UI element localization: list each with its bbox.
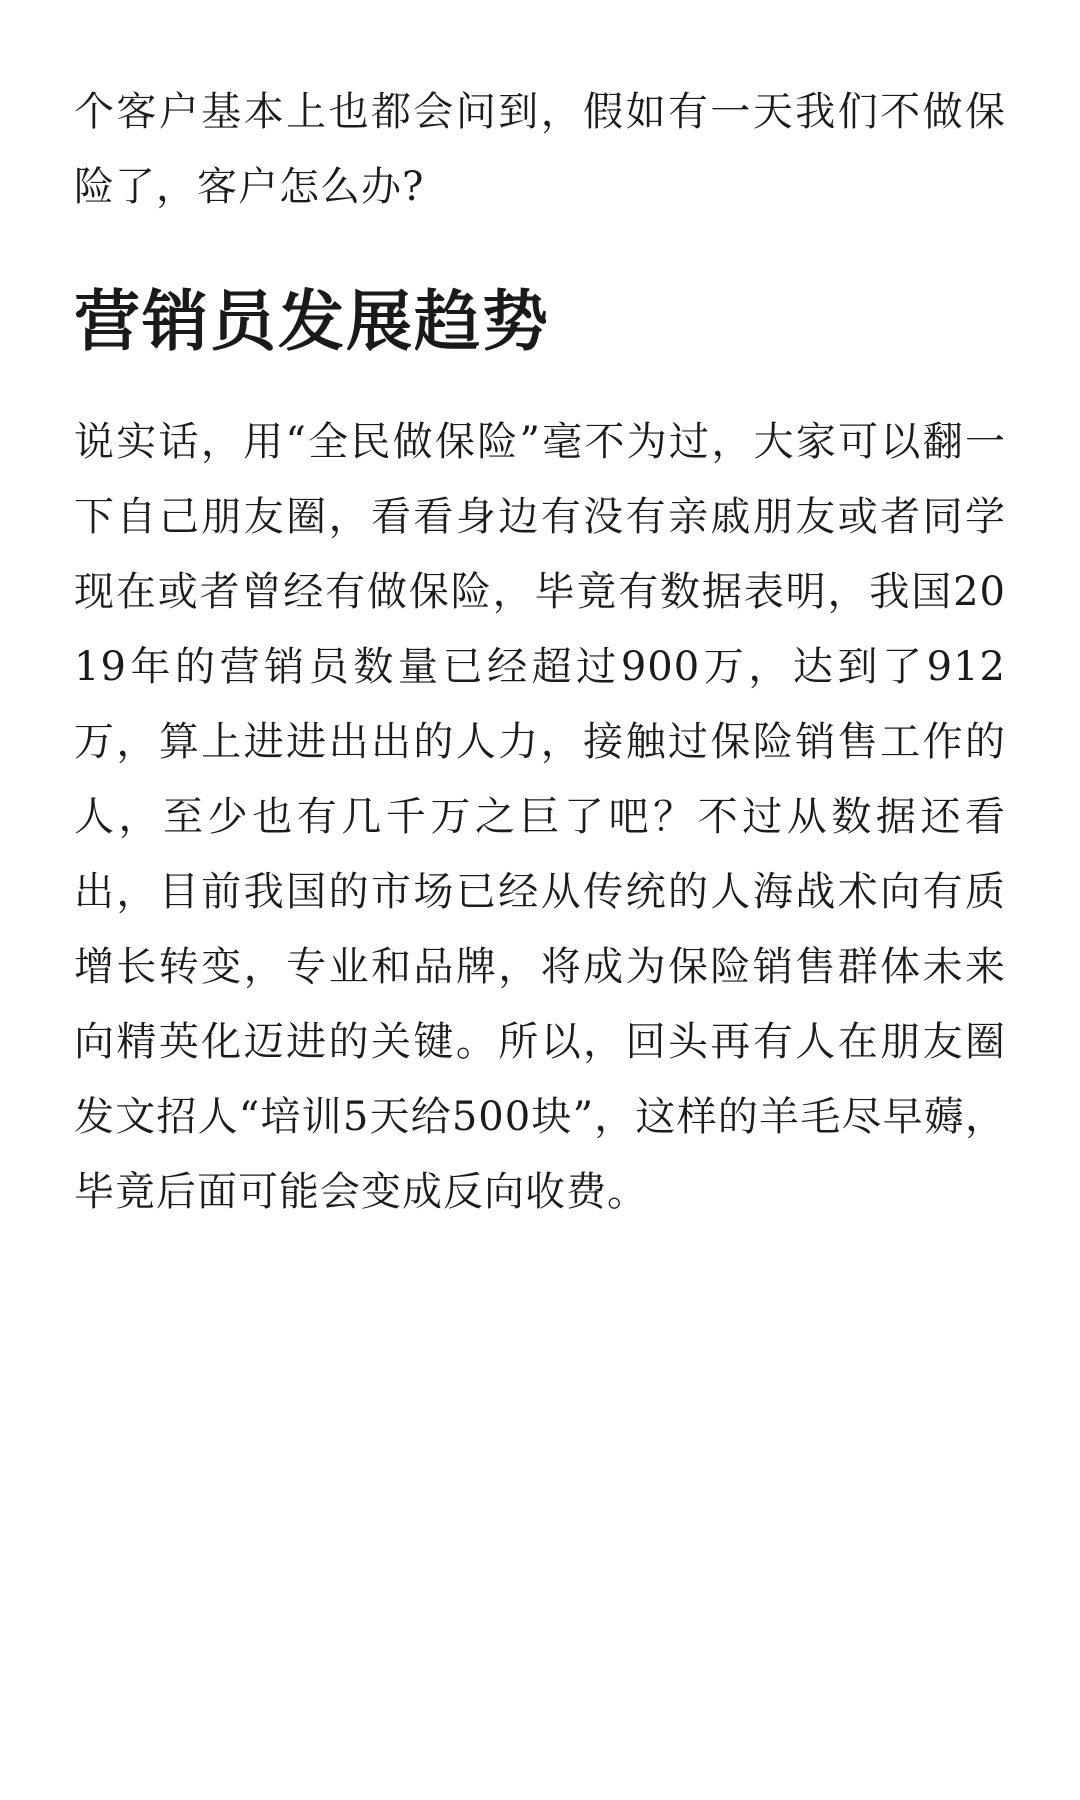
section-heading: 营销员发展趋势	[74, 282, 550, 360]
lead-paragraph: 个客户基本上也都会问到，假如有一天我们不做保险了，客户怎么办?	[74, 89, 1006, 210]
section-paragraph: 说实话，用“全民做保险”毫不为过，大家可以翻一下自己朋友圈，看看身边有没有亲戚朋友或者同学现在或者曾经有做保险，毕竟有数据表明，我国2019年的营销员数量已经超过900万，达到了912万，算上进进出出的人力，接触过保险销售工作的人，至少也有几千万之巨了吧？不过从数据还看出，目前我国的市场已经从传统的人海战术向有质增长转变，专业和品牌，将成为保险销售群体未来向精英化迈进的关键。所以，回头再有人在朋友圈发文招人“培训5天给500块”，这样的羊毛尽早薅，毕竟后面可能会变成反向收费。	[74, 419, 1006, 1215]
